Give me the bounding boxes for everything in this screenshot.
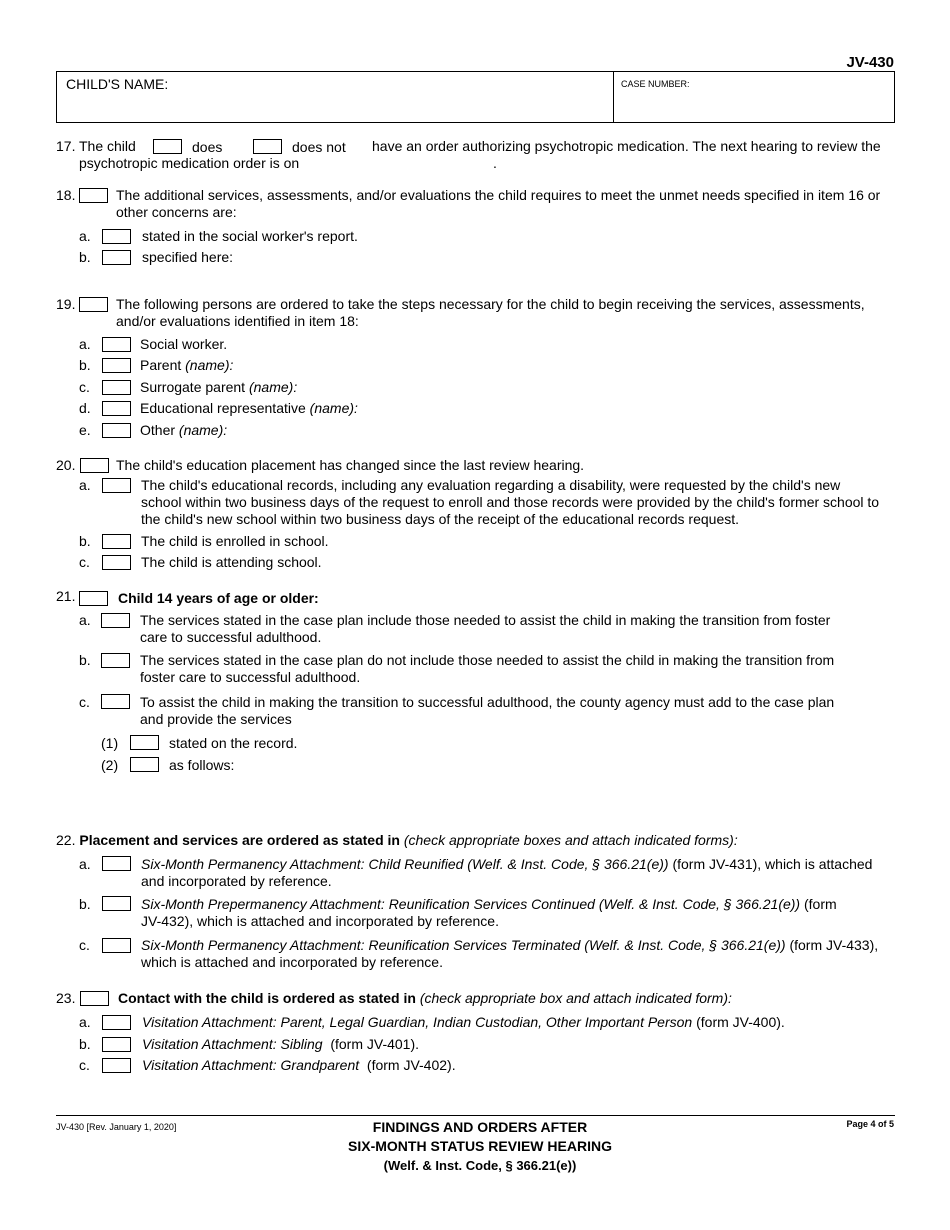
item-19c-text: [140, 379, 297, 396]
footer-revision: JV-430 [Rev. January 1, 2020]: [56, 1122, 177, 1132]
item-23-heading-italic: (check appropriate box and attach indicated form):: [419, 990, 732, 1006]
item-22-number: 22.: [56, 832, 76, 848]
item-23-heading-bold: Contact with the child is ordered as stated in: [118, 990, 416, 1006]
footer-rule: [56, 1115, 895, 1116]
item-21a-line1: The services stated in the case plan include those needed to assist the child in making the transition from foster: [140, 612, 831, 628]
item-21a-checkbox[interactable]: [101, 613, 130, 628]
footer-title-line2: SIX-MONTH STATUS REVIEW HEARING: [348, 1138, 612, 1154]
item-22a-letter: a.: [79, 856, 91, 872]
item-17-does-not-checkbox[interactable]: [253, 139, 282, 154]
item-23b-checkbox[interactable]: [102, 1037, 131, 1052]
item-20a-line2: school within two business days of the request to enroll and those records were provided by the child's former school to: [141, 494, 880, 510]
item-23-number: 23.: [56, 990, 76, 1006]
item-19d-letter: d.: [79, 400, 91, 416]
item-23-checkbox[interactable]: [80, 991, 109, 1006]
item-23b-text: [142, 1036, 419, 1053]
header-box: [56, 71, 895, 123]
item-21-number: 21.: [56, 588, 76, 604]
item-18b-text: specified here:: [142, 249, 234, 265]
item-17-does-checkbox[interactable]: [153, 139, 182, 154]
item-19b-checkbox[interactable]: [102, 358, 131, 373]
item-20a-checkbox[interactable]: [102, 478, 131, 493]
item-22-heading: [56, 832, 738, 849]
childs-name-label: CHILD'S NAME:: [66, 76, 169, 92]
item-21c2-checkbox[interactable]: [130, 757, 159, 772]
item-19c-italic: (name):: [248, 379, 298, 395]
item-22c-checkbox[interactable]: [102, 938, 131, 953]
item-19c-letter: c.: [79, 379, 90, 395]
item-21b-letter: b.: [79, 652, 91, 668]
item-20-checkbox[interactable]: [80, 458, 109, 473]
item-21a-letter: a.: [79, 612, 91, 628]
item-21-heading: Child 14 years of age or older:: [118, 590, 319, 606]
item-19a-letter: a.: [79, 336, 91, 352]
item-17-period: .: [493, 155, 497, 171]
item-23a-checkbox[interactable]: [102, 1015, 131, 1030]
item-23b-letter: b.: [79, 1036, 91, 1052]
header-divider: [613, 71, 614, 123]
item-19b-italic: (name):: [185, 357, 234, 373]
case-number-label: CASE NUMBER:: [621, 79, 690, 89]
item-22a-line2: and incorporated by reference.: [141, 873, 332, 889]
footer-page-number: Page 4 of 5: [846, 1119, 894, 1129]
item-19b-text: [140, 357, 233, 374]
item-23c-checkbox[interactable]: [102, 1058, 131, 1073]
item-22c-letter: c.: [79, 937, 90, 953]
item-19b-letter: b.: [79, 357, 91, 373]
item-22b-line1: [141, 896, 837, 913]
item-18-text-line2: other concerns are:: [116, 204, 237, 220]
item-22c-line1: [141, 937, 878, 954]
item-23a-text: [142, 1014, 785, 1031]
item-22a-italic: Six-Month Permanency Attachment: Child Reunified (Welf. & Inst. Code, § 366.21(e)): [141, 856, 669, 872]
footer-title-line1: FINDINGS AND ORDERS AFTER: [372, 1119, 588, 1135]
item-23c-rest: (form JV-402).: [366, 1057, 456, 1073]
item-21b-line1: The services stated in the case plan do not include those needed to assist the child in making the transition from: [140, 652, 835, 668]
item-19d-label: Educational representative: [140, 400, 306, 416]
item-20a-line3: the child's new school within two business days of the receipt of the educational records request.: [141, 511, 740, 527]
item-23b-italic: Visitation Attachment: Sibling: [142, 1036, 323, 1052]
item-22c-italic: Six-Month Permanency Attachment: Reunification Services Terminated (Welf. & Inst. Code, § 366.21(e)): [141, 937, 786, 953]
item-21c1-number: (1): [101, 735, 119, 751]
item-22a-checkbox[interactable]: [102, 856, 131, 871]
item-19a-text: Social worker.: [140, 336, 228, 352]
item-18a-letter: a.: [79, 228, 91, 244]
item-23-heading: [118, 990, 732, 1007]
item-20a-line1: The child's educational records, including any evaluation regarding a disability, were requested by the child's new: [141, 477, 841, 493]
item-17-does-not-label: does not: [292, 139, 346, 155]
item-23b-rest: (form JV-401).: [330, 1036, 420, 1052]
item-23c-italic: Visitation Attachment: Grandparent: [142, 1057, 360, 1073]
item-21c-line1: To assist the child in making the transition to successful adulthood, the county agency must add to the case plan: [140, 694, 835, 710]
item-22b-checkbox[interactable]: [102, 896, 131, 911]
item-21c-checkbox[interactable]: [101, 694, 130, 709]
item-22b-italic: Six-Month Prepermanency Attachment: Reunification Services Continued (Welf. & Inst. Code, § 366.21(e)): [141, 896, 801, 912]
item-19c-checkbox[interactable]: [102, 380, 131, 395]
item-23c-letter: c.: [79, 1057, 90, 1073]
item-22b-line2: JV-432), which is attached and incorporated by reference.: [141, 913, 499, 929]
item-23a-italic: Visitation Attachment: Parent, Legal Guardian, Indian Custodian, Other Important Person: [142, 1014, 693, 1030]
item-19e-letter: e.: [79, 422, 91, 438]
item-21b-line2: foster care to successful adulthood.: [140, 669, 361, 685]
item-22-heading-bold: Placement and services are ordered as stated in: [79, 832, 400, 848]
item-17-text-line2: psychotropic medication order is on: [79, 155, 300, 171]
item-20-number: 20.: [56, 457, 76, 473]
item-19c-label: Surrogate parent: [140, 379, 246, 395]
form-id: JV-430: [846, 54, 894, 71]
item-19b-label: Parent: [140, 357, 182, 373]
item-22c-rest: (form JV-433),: [789, 937, 879, 953]
item-21b-checkbox[interactable]: [101, 653, 130, 668]
item-22a-rest: (form JV-431), which is attached: [672, 856, 873, 872]
item-20a-letter: a.: [79, 477, 91, 493]
item-19-text-line1: The following persons are ordered to take the steps necessary for the child to begin receiving the services, assessments,: [116, 296, 865, 312]
item-19-checkbox[interactable]: [79, 297, 108, 312]
item-17-number: 17.: [56, 138, 76, 154]
item-20b-checkbox[interactable]: [102, 534, 131, 549]
item-22b-rest: (form: [803, 896, 837, 912]
item-21c-line2: and provide the services: [140, 711, 292, 727]
item-21c1-checkbox[interactable]: [130, 735, 159, 750]
item-17-does-label: does: [192, 139, 223, 155]
item-21a-line2: care to successful adulthood.: [140, 629, 322, 645]
item-19a-checkbox[interactable]: [102, 337, 131, 352]
item-23a-letter: a.: [79, 1014, 91, 1030]
item-17-the-child: The child: [79, 138, 136, 154]
item-22b-letter: b.: [79, 896, 91, 912]
item-18b-letter: b.: [79, 249, 91, 265]
item-19d-checkbox[interactable]: [102, 401, 131, 416]
item-20b-text: The child is enrolled in school.: [141, 533, 329, 549]
item-18-number: 18.: [56, 187, 76, 203]
item-18a-checkbox[interactable]: [102, 229, 131, 244]
item-19-number: 19.: [56, 296, 76, 312]
item-18b-checkbox[interactable]: [102, 250, 131, 265]
item-19e-label: Other: [140, 422, 176, 438]
item-21-checkbox[interactable]: [79, 591, 108, 606]
footer-title-line3: (Welf. & Inst. Code, § 366.21(e)): [383, 1158, 577, 1173]
item-19e-text: [140, 422, 227, 439]
item-21c1-text: stated on the record.: [169, 735, 298, 751]
item-22c-line2: which is attached and incorporated by reference.: [141, 954, 443, 970]
item-21c-letter: c.: [79, 694, 90, 710]
item-19d-text: [140, 400, 358, 417]
item-20b-letter: b.: [79, 533, 91, 549]
item-20c-letter: c.: [79, 554, 90, 570]
item-20c-text: The child is attending school.: [141, 554, 322, 570]
item-21c2-number: (2): [101, 757, 119, 773]
item-22a-line1: [141, 856, 872, 873]
item-17-text-line1: have an order authorizing psychotropic medication. The next hearing to review the: [372, 138, 881, 154]
item-18-text-line1: The additional services, assessments, and/or evaluations the child requires to meet the unmet needs specified in item 16 or: [116, 187, 881, 203]
item-21c2-text: as follows:: [169, 757, 235, 773]
item-19d-italic: (name):: [309, 400, 358, 416]
item-19e-checkbox[interactable]: [102, 423, 131, 438]
item-19-text-line2: and/or evaluations identified in item 18:: [116, 313, 359, 329]
item-22-heading-italic: (check appropriate boxes and attach indicated forms):: [403, 832, 738, 848]
item-23c-text: [142, 1057, 456, 1074]
item-18a-text: stated in the social worker's report.: [142, 228, 358, 244]
item-23a-rest: (form JV-400).: [696, 1014, 785, 1030]
item-20-text: The child's education placement has changed since the last review hearing.: [116, 457, 585, 473]
item-20c-checkbox[interactable]: [102, 555, 131, 570]
item-19e-italic: (name):: [178, 422, 228, 438]
item-18-checkbox[interactable]: [79, 188, 108, 203]
